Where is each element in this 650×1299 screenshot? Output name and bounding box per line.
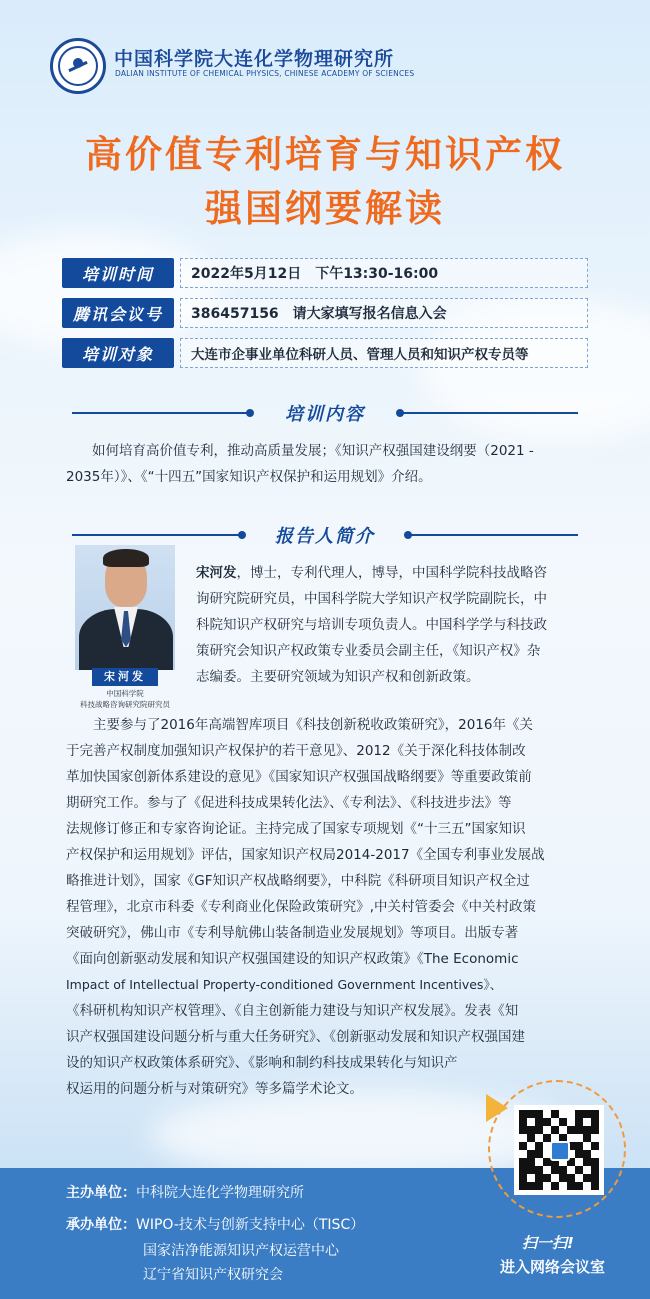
org-name: 国家洁净能源知识产权运营中心: [143, 1243, 339, 1259]
host-label: 主办单位：: [66, 1185, 136, 1201]
title-line-2: 强国纲要解读: [205, 187, 445, 230]
speaker-work-line: 突破研究》，佛山市《专利导航佛山装备制造业发展规划》等项目。出版专著: [66, 925, 519, 941]
scan-prompt: 扫一扫!: [522, 1234, 574, 1252]
speaker-bio-line-4: 策研究会知识产权政策专业委员会副主任，《知识产权》杂: [196, 643, 541, 659]
speaker-bio-line-1: 宋河发，博士，专利代理人，博导，中国科学院科技战略咨: [196, 565, 547, 581]
speaker-work-line: 《面向创新驱动发展和知识产权强国建设的知识产权政策》《The Economic: [66, 951, 519, 967]
institute-name-en: DALIAN INSTITUTE OF CHEMICAL PHYSICS, CHINESE ACADEMY OF SCIENCES: [115, 69, 415, 78]
speaker-work-line: 产权保护和运用规划》评估，国家知识产权局2014-2017《全国专利事业发展战: [66, 847, 545, 863]
speaker-name: 宋河发: [196, 565, 237, 581]
info-label: 培训对象: [62, 338, 174, 368]
speaker-work-line: 主要参与了2016年高端智库项目《科技创新税收政策研究》，2016年《关: [66, 717, 533, 733]
speaker-work-line: 期研究工作。参与了《促进科技成果转化法》、《专利法》、《科技进步法》等: [66, 795, 512, 811]
org-name: WIPO-技术与创新支持中心（TISC）: [136, 1217, 365, 1233]
speaker-photo: [75, 545, 175, 670]
speaker-caption-1: 中国科学院: [106, 689, 144, 698]
speaker-work-line: 略推进计划》，国家《GF知识产权战略纲要》，中科院《科研项目知识产权全过: [66, 873, 530, 889]
speaker-bio-line-3: 科院知识产权研究与培训专项负责人。中国科学学与科技政: [196, 617, 547, 633]
section-title: 培训内容: [285, 404, 365, 425]
info-value: 386457156 请大家填写报名信息入会: [180, 298, 588, 328]
speaker-caption-2: 科技战略咨询研究院研究员: [80, 700, 170, 709]
info-row-time: [62, 258, 588, 288]
cloud: [0, 230, 220, 350]
speaker-work-line: 设的知识产权政策体系研究》、《影响和制约科技成果转化与知识产: [66, 1055, 458, 1071]
speaker-work-line: 革加快国家创新体系建设的意见》《国家知识产权强国战略纲要》等重要政策前: [66, 769, 532, 785]
info-label: 培训时间: [62, 258, 174, 288]
speaker-work-line: 程管理》，北京市科委《专利商业化保险政策研究》,中关村管委会《中关村政策: [66, 899, 537, 915]
qr-code[interactable]: [514, 1105, 604, 1195]
section-title: 报告人简介: [275, 526, 375, 547]
info-value: 大连市企事业单位科研人员、管理人员和知识产权专员等: [180, 338, 588, 368]
speaker-bio-line-5: 志编委。主要研究领域为知识产权和创新政策。: [196, 669, 480, 685]
speaker-work-line: 法规修订修正和专家咨询论证。主持完成了国家专项规划《“十三五”国家知识: [66, 821, 526, 837]
institute-logo: [50, 38, 106, 94]
triangle-decoration: [460, 1218, 488, 1238]
speaker-work-line: 识产权强国建设问题分析与重大任务研究》、《创新驱动发展和知识产权强国建: [66, 1029, 525, 1045]
title-line-1: 高价值专利培育与知识产权: [85, 133, 565, 176]
info-label: 腾讯会议号: [62, 298, 174, 328]
institute-name-cn: 中国科学院大连化学物理研究所: [114, 48, 395, 70]
triangle-decoration: [486, 1094, 508, 1122]
info-row-audience: [62, 338, 588, 368]
speaker-work-line: Impact of Intellectual Property-conditioned Government Incentives》、: [66, 977, 503, 992]
scan-prompt-subtitle: 进入网络会议室: [500, 1258, 606, 1276]
host-name: 中科院大连化学物理研究所: [136, 1185, 304, 1201]
content-line-2: 2035年）》、《“十四五”国家知识产权保护和运用规划》介绍。: [66, 469, 432, 485]
speaker-nameplate: 宋河发: [92, 668, 158, 686]
speaker-work-line: 权运用的问题分析与对策研究》等多篇学术论文。: [66, 1081, 363, 1097]
org-name: 辽宁省知识产权研究会: [143, 1267, 283, 1283]
content-line-1: 如何培育高价值专利，推动高质量发展；《知识产权强国建设纲要（2021 -: [92, 443, 534, 459]
info-row-meeting: [62, 298, 588, 328]
org-label: 承办单位：: [66, 1217, 136, 1233]
footer-host-row: [66, 1182, 304, 1202]
speaker-bio-line-2: 询研究院研究员，中国科学院大学知识产权学院副院长，中: [196, 591, 547, 607]
section-heading-speaker: [62, 524, 588, 547]
section-heading-content: [62, 402, 588, 425]
footer-org-row: [66, 1214, 364, 1234]
speaker-work-line: 于完善产权制度加强知识产权保护的若干意见》、2012《关于深化科技体制改: [66, 743, 526, 759]
info-value: 2022年5月12日 下午13:30-16:00: [180, 258, 588, 288]
speaker-work-line: 《科研机构知识产权管理》、《自主创新能力建设与知识产权发展》。发表《知: [66, 1003, 519, 1019]
